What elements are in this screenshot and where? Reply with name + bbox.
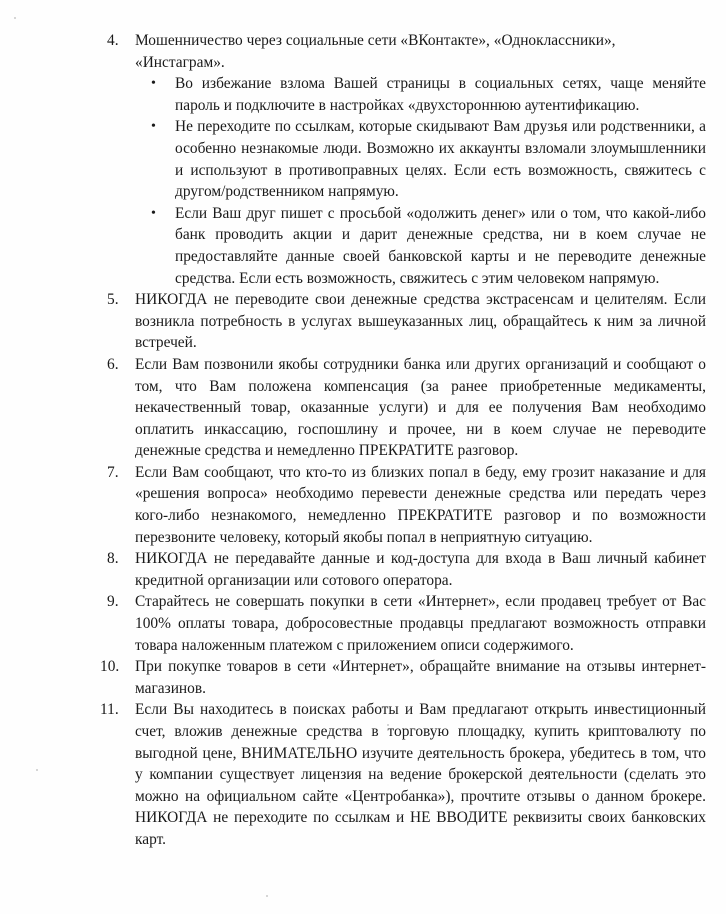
bullet-item: [135, 116, 706, 202]
list-item-10: [100, 656, 706, 699]
list-item-9: [100, 591, 706, 656]
item-text: Если Вы находитесь в поисках работы и Вам предлагают открыть инвестиционный счет, вложив денежные средства в торговую площадку, купить криптовалюту по выгодной цене, ВНИМАТЕЛЬНО изучите деятельность брокера, убедитесь в том, что у компании существует лицензия на ведение брокерской деятельности (сделать это можно на официальном сайте «Центробанка»), прочтите отзывы о данном брокере. НИКОГДА не переходите по ссылкам и НЕ ВВОДИТЕ реквизиты своих банковских карт.: [135, 701, 706, 848]
list-item-11: [100, 699, 706, 850]
item-number: 5.: [107, 291, 119, 309]
instructions-list: [100, 30, 706, 851]
list-item-6: [100, 354, 706, 462]
bullet-icon: •: [151, 76, 156, 92]
bullet-icon: •: [151, 119, 156, 135]
bullet-text: Если Ваш друг пишет с просьбой «одолжить денег» или о том, что какой-либо банк проводить акции и дарит денежные средства, ни в коем случае не предоставляйте данные своей банковской карты и не переводите денежные средства. Если есть возможность, свяжитесь с этим человеком напрямую.: [175, 204, 706, 287]
item-text: Мошенничество через социальные сети «ВКонтакте», «Одноклассники», «Инстаграм».: [135, 32, 616, 71]
list-item-5: [100, 289, 706, 354]
list-item-8: [100, 548, 706, 591]
document-body: [100, 30, 706, 851]
bullet-text: Во избежание взлома Вашей страницы в социальных сетях, чаще меняйте пароль и подключите в настройках «двухстороннюю аутентификацию.: [175, 75, 706, 114]
item-number: 9.: [107, 593, 119, 611]
item-text: При покупке товаров в сети «Интернет», обращайте внимание на отзывы интернет-магазинов.: [135, 658, 706, 697]
item-number: 6.: [107, 355, 119, 373]
bullet-icon: •: [151, 205, 156, 221]
bullet-text: Не переходите по ссылкам, которые скидывают Вам друзья или родственники, а особенно незнакомые люди. Возможно их аккаунты взломали злоумышленники и используют в противоправных целях. Если есть возможность, свяжитесь с другом/родственником напрямую.: [175, 118, 706, 201]
item-text: Если Вам сообщают, что кто-то из близких попал в беду, ему грозит наказание и для «решения вопроса» необходимо перевести денежные средства или передать через кого-либо незнакомого, немедленно ПРЕКРАТИТЕ разговор и по возможности перезвоните человеку, который якобы попал в неприятную ситуацию.: [135, 463, 706, 546]
scan-speck: [266, 895, 268, 897]
scan-speck: [14, 17, 16, 19]
item-text: НИКОГДА не переводите свои денежные средства экстрасенсам и целителям. Если возникла потребность в услугах вышеуказанных лиц, обращайтесь к ним за личной встречей.: [135, 291, 706, 352]
bullet-item: [135, 203, 706, 289]
list-item-4: [100, 30, 706, 289]
item-number: 10.: [100, 658, 120, 676]
item-number: 11.: [100, 701, 119, 719]
social-networks-bullets: [135, 73, 706, 289]
list-item-7: [100, 462, 706, 548]
item-text: Если Вам позвонили якобы сотрудники банка или других организаций и сообщают о том, что Вам положена компенсация (за ранее приобретенные медикаменты, некачественный товар, оказанные услуги) и для ее получения Вам необходимо оплатить инкассацию, госпошлину и прочее, ни в коем случае не переводите денежные средства и немедленно ПРЕКРАТИТЕ разговор.: [135, 355, 706, 460]
item-number: 7.: [107, 463, 119, 481]
scan-speck: [36, 769, 38, 771]
item-text: Старайтесь не совершать покупки в сети «Интернет», если продавец требует от Вас 100% оплаты товара, добросовестные продавцы предлагают возможность отправки товара наложенным платежом с приложением описи содержимого.: [135, 593, 706, 654]
bullet-item: [135, 73, 706, 116]
item-number: 4.: [107, 32, 119, 49]
item-text: НИКОГДА не передавайте данные и код-доступа для входа в Ваш личный кабинет кредитной организации или сотового оператора.: [135, 550, 706, 589]
item-number: 8.: [107, 550, 119, 568]
